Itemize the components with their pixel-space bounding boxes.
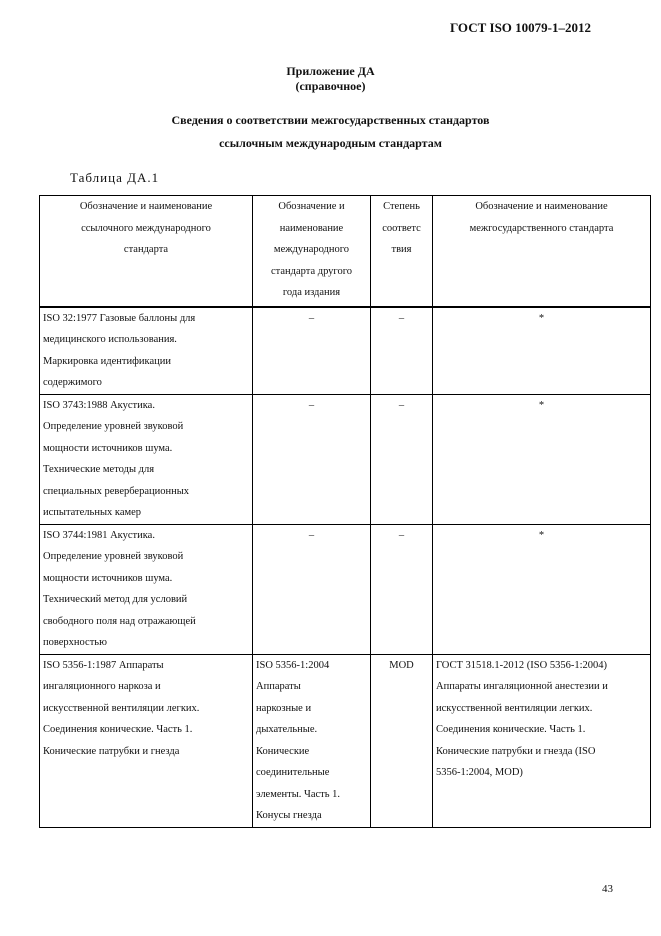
section-heading [0, 109, 661, 155]
header-interstate-standard: Обозначение и наименование межгосударственного стандарта [433, 196, 651, 307]
interstate-standard-cell: ГОСТ 31518.1-2012 (ISO 5356-1:2004) Аппараты ингаляционной анестезии и искусственной вентиляции легких. Соединения конические. Часть 1. Конические патрубки и гнезда (ISO 5356-1:2004, MOD) [433, 654, 651, 827]
header-reference-standard: Обозначение и наименование ссылочного международного стандарта [40, 196, 253, 307]
degree-cell: – [371, 524, 433, 654]
reference-standard-cell: ISO 3743:1988 Акустика. Определение уровней звуковой мощности источников шума. Технические методы для специальных реверберационных испытательных камер [40, 394, 253, 524]
degree-cell: MOD [371, 654, 433, 827]
correspondence-table [39, 195, 651, 828]
section-title-line-2: ссылочным международным стандартам [219, 136, 442, 150]
appendix-heading [0, 64, 661, 94]
other-edition-cell: – [253, 307, 371, 395]
table-row [40, 394, 651, 524]
appendix-title: Приложение ДА [286, 64, 375, 78]
table-row [40, 307, 651, 395]
section-title-line-1: Сведения о соответствии межгосударственных стандартов [171, 113, 490, 127]
degree-cell: – [371, 307, 433, 395]
table-caption: Таблица ДА.1 [70, 170, 160, 185]
page-number: 43 [602, 883, 613, 895]
reference-standard-cell: ISO 3744:1981 Акустика. Определение уровней звуковой мощности источников шума. Технический метод для условий свободного поля над отражающей поверхностью [40, 524, 253, 654]
table-row [40, 654, 651, 827]
reference-standard-cell: ISO 32:1977 Газовые баллоны для медицинского использования. Маркировка идентификации содержимого [40, 307, 253, 395]
other-edition-cell: – [253, 524, 371, 654]
degree-cell: – [371, 394, 433, 524]
appendix-subtitle: (справочное) [295, 79, 366, 93]
table-row [40, 524, 651, 654]
interstate-standard-cell: * [433, 524, 651, 654]
header-degree-of-correspondence: Степень соответс твия [371, 196, 433, 307]
header-other-edition-standard: Обозначение и наименование международного стандарта другого года издания [253, 196, 371, 307]
interstate-standard-cell: * [433, 307, 651, 395]
interstate-standard-cell: * [433, 394, 651, 524]
other-edition-cell: ISO 5356-1:2004 Аппараты наркозные и дыхательные. Конические соединительные элементы. Часть 1. Конусы гнезда [253, 654, 371, 827]
document-code: ГОСТ ISO 10079-1–2012 [449, 20, 591, 35]
other-edition-cell: – [253, 394, 371, 524]
table-header-row [40, 196, 651, 307]
reference-standard-cell: ISO 5356-1:1987 Аппараты ингаляционного наркоза и искусственной вентиляции легких. Соединения конические. Часть 1. Конические патрубки и гнезда [40, 654, 253, 827]
